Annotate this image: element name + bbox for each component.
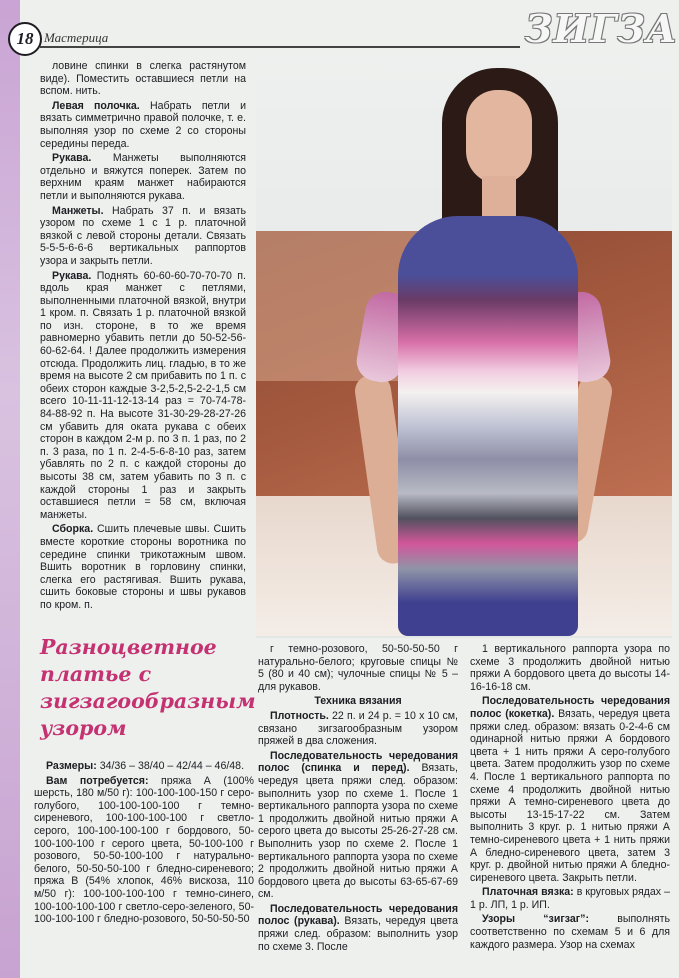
paragraph-heading: Размеры: xyxy=(46,760,97,772)
article-title-line: узором xyxy=(40,716,127,740)
subsection-heading: Техника вязания xyxy=(314,695,402,708)
paragraph xyxy=(34,775,254,926)
page-number: 18 xyxy=(8,22,42,56)
paragraph: ловине спинки в слегка растянутом виде). Поместить оставшиеся петли на вспом. нить. xyxy=(40,60,246,98)
text-column-middle xyxy=(258,643,458,978)
article-title xyxy=(40,634,254,754)
paragraph-heading: Манжеты. xyxy=(52,204,104,217)
paragraph xyxy=(40,205,246,268)
zigzag-dress xyxy=(398,216,578,636)
article-title-line: платье с xyxy=(40,662,152,686)
paragraph-heading: Последовательность чередования полос (рукава). xyxy=(258,902,458,928)
paragraph-heading: Вам потребуется: xyxy=(46,774,149,787)
paragraph-text: Вязать, чередуя цвета пряжи след. образом: вязать 0-2-4-6 см одинарной нитью пряжи А бордового цвета + 1 нить пряжи А серо-голубого цвета. Затем продолжить узор по схеме 4. После 1 вертикального раппорта по схеме 4 продолжить двойной нитью пряжи А темно-сиреневого цвета до высоты 13-15-17-22 см. Затем выполнить 3 круг. р. 1 нитью пряжи А темно-сиреневого цвета + 1 нить пряжи А бледно-сиреневого цвета, затем 3 круг. р. двойной нитью пряжи А бледно-сиреневого цвета. Закрыть петли. xyxy=(470,707,670,884)
paragraph-heading: Последовательность чередования полос (спинка и перед). xyxy=(258,749,458,775)
paragraph xyxy=(40,152,246,202)
paragraph: г темно-розового, 50-50-50-50 г натурально-белого; круговые спицы № 5 (80 и 40 см); чулочные спицы № 5 – для рукавов. xyxy=(258,643,458,693)
article-title-line: зигзагообразным xyxy=(40,689,256,713)
paragraph-heading: Рукава. xyxy=(52,152,92,165)
paragraph-heading: Узоры “зигзаг”: xyxy=(482,913,589,926)
paragraph-text: пряжа А (100% шерсть, 180 м/50 г): 100-100-100-150 г серо-голубого, 100-100-100-100 г темно-сиреневого, 100-100-100-100 г светло-серого, 100-100-100-100 г бордового, 50-100-100-100 г серого цвета, 50-100-100 г розового, 50-50-100-100 г натурально-белого, 50-50-50-100 г бледно-сиреневого; пряжа В (54% хлопок, 46% вискоза, 110 м/50 г): 100-100-100-100 г темно-синего, 100-100-100-100 г светло-серо-зеленого, 50-100-100-100 г бледно-розового, 50-50-50-50 xyxy=(34,774,254,926)
paragraph xyxy=(40,523,246,611)
paragraph xyxy=(258,710,458,748)
paragraph-heading: Плотность. xyxy=(270,709,329,722)
model-face xyxy=(466,90,532,184)
side-color-strip xyxy=(0,0,20,978)
paragraph-text: Набрать 37 п. и вязать узором по схеме 1 с 1 р. платочной вязкой с левой стороны детали. Связать 5-5-5-6-6-6 вертикальных раппортов узора и закрыть петли. xyxy=(40,204,246,267)
paragraph-heading: Рукава. xyxy=(52,269,92,282)
paragraph-text: выполнять соответственно по схемам 5 и 6 для каждого размера. Узор на схемах xyxy=(470,913,670,951)
paragraph: 1 вертикального раппорта узора по схеме 3 продолжить двойной нитью пряжи А бордового цвета до высоты 14-16-16-18 см. xyxy=(470,643,670,693)
paragraph-text: 34/36 – 38/40 – 42/44 – 46/48. xyxy=(99,760,245,772)
paragraph-heading: Левая полочка. xyxy=(52,99,140,112)
paragraph-heading: Сборка. xyxy=(52,523,94,536)
section-title: ЗИГЗА xyxy=(525,6,678,51)
paragraph xyxy=(470,913,670,951)
paragraph-text: Поднять 60-60-60-70-70-70 п. вдоль края манжет с петлями, выполненными платочной вязкой, внутри 1 кром. п. Связать 1 р. платочной вязкой по изн. стороне, в то же время равномерно убавить петли до 50-52-56-60-62-64. ! Далее продолжить измерения отсюда. Продолжить лиц. гладью, в то же время на высоте 2 см прибавить по 1 п. с обеих сторон каждые 3-2,5-2,5-2-2-1,5 см всего 10-11-11-12-13-14 раз = 70-74-78-84-88-92 п. На высоте 31-30-29-28-27-26 см убавить для оката рукава с обеих сторон в каждом 2-м р. по 3 п. 1 раз, по 2 п. 3 раза, по 1 п. 2-4-5-6-8-10 раз, затем убавлять по 2 п. с каждой стороны до высоты 38 см, затем убавить по 3 п. с каждой стороны 1 раз и закрыть оставшиеся петли = 58 см, включая манжеты. xyxy=(40,269,246,521)
paragraph-text: Сшить плечевые швы. Сшить вместе короткие стороны воротника по середине спинки трикотажным швом. Вшить воротник в горловину спинки, слегка его растягивая. Вшить рукава, сшить боковые стороны и швы рукавов по кром. п. xyxy=(40,523,246,611)
paragraph xyxy=(470,695,670,884)
paragraph-text: Манжеты выполняются отдельно и вяжутся поперек. Затем по верхним краям манжет набираются петли и выполняются рукава. xyxy=(40,152,246,202)
header-rule xyxy=(40,46,520,48)
model-neck xyxy=(482,176,516,220)
model-photo xyxy=(256,56,672,638)
paragraph-text: Вязать, чередуя цвета пряжи след. образом: выполнить узор по схеме 1. После 1 вертикального раппорта узора по схеме 1 продолжить двойной нитью пряжи А серого цвета до высоты 25-26-27-28 см. Выполнить узор по схеме 2. После 1 вертикального раппорта узора по схеме 2 продолжить двойной нитью пряжи А бордового цвета до высоты 63-65-67-69 см. xyxy=(258,762,458,901)
article-title-line: Разноцветное xyxy=(40,635,217,659)
paragraph-heading: Последовательность чередования полос (кокетка). xyxy=(470,695,670,720)
paragraph-heading: Платочная вязка: xyxy=(482,886,574,899)
paragraph-text: Вязать, чередуя цвета пряжи след. образом: выполнить узор по схеме 3. После xyxy=(258,915,458,953)
paragraph-text: Набрать петли и вязать симметрично правой полочке, т. е. выполняя узор по схеме 2 со стороны середины переда. xyxy=(40,99,246,150)
paragraph xyxy=(470,886,670,911)
paragraph xyxy=(40,100,246,150)
paragraph xyxy=(40,270,246,522)
paragraph xyxy=(258,903,458,953)
text-column-materials xyxy=(34,760,254,978)
magazine-name: Мастерица xyxy=(44,30,109,45)
text-column-right xyxy=(470,643,670,978)
page-header xyxy=(0,0,679,51)
paragraph-text: 22 п. и 24 р. = 10 х 10 см, связано зигзагообразным узором пряжей в два сложения. xyxy=(258,709,458,748)
paragraph xyxy=(258,750,458,901)
paragraph-text: в круговых рядах – 1 р. ЛП, 1 р. ИП. xyxy=(470,886,670,911)
text-column-1 xyxy=(40,60,246,620)
paragraph xyxy=(34,760,254,773)
